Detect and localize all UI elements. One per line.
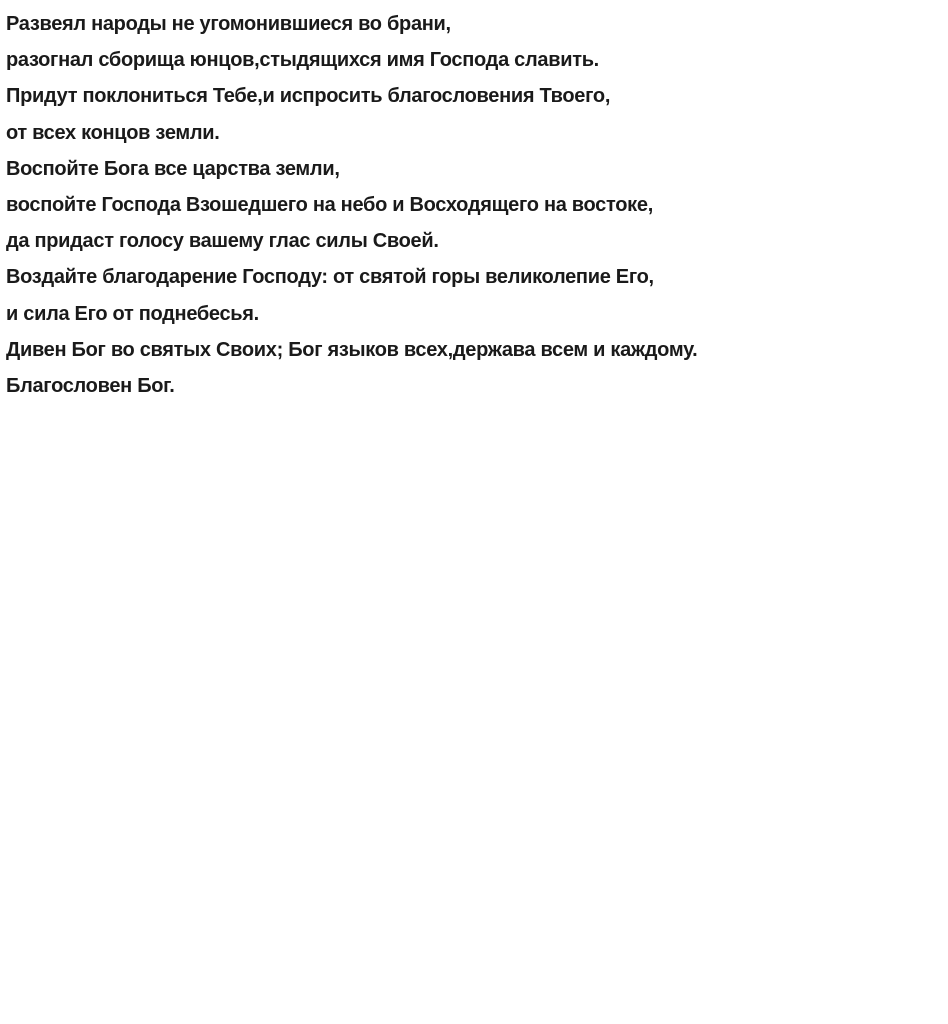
text-line: Благословен Бог. bbox=[6, 374, 175, 397]
text-line: Воздайте благодарение Господу: от святой горы великолепие Его, bbox=[6, 266, 654, 289]
text-line: Придут поклониться Тебе,и испросить благословения Твоего, bbox=[6, 85, 611, 108]
text-line: разогнал сборища юнцов,стыдящихся имя Господа славить. bbox=[6, 49, 599, 72]
text-line: Дивен Бог во святых Своих; Бог языков всех,держава всем и каждому. bbox=[6, 338, 698, 361]
text-line: Развеял народы не угомонившиеся во брани, bbox=[6, 13, 451, 35]
text-line: Воспойте Бога все царства земли, bbox=[6, 157, 340, 180]
text-line: воспойте Господа Взошедшего на небо и Восходящего на востоке, bbox=[6, 193, 653, 216]
text-line: и сила Его от поднебесья. bbox=[6, 302, 259, 325]
text-line: да придаст голосу вашему глас силы Своей. bbox=[6, 230, 439, 253]
psalm-text bbox=[6, 6, 942, 404]
text-line: от всех концов земли. bbox=[6, 121, 220, 144]
